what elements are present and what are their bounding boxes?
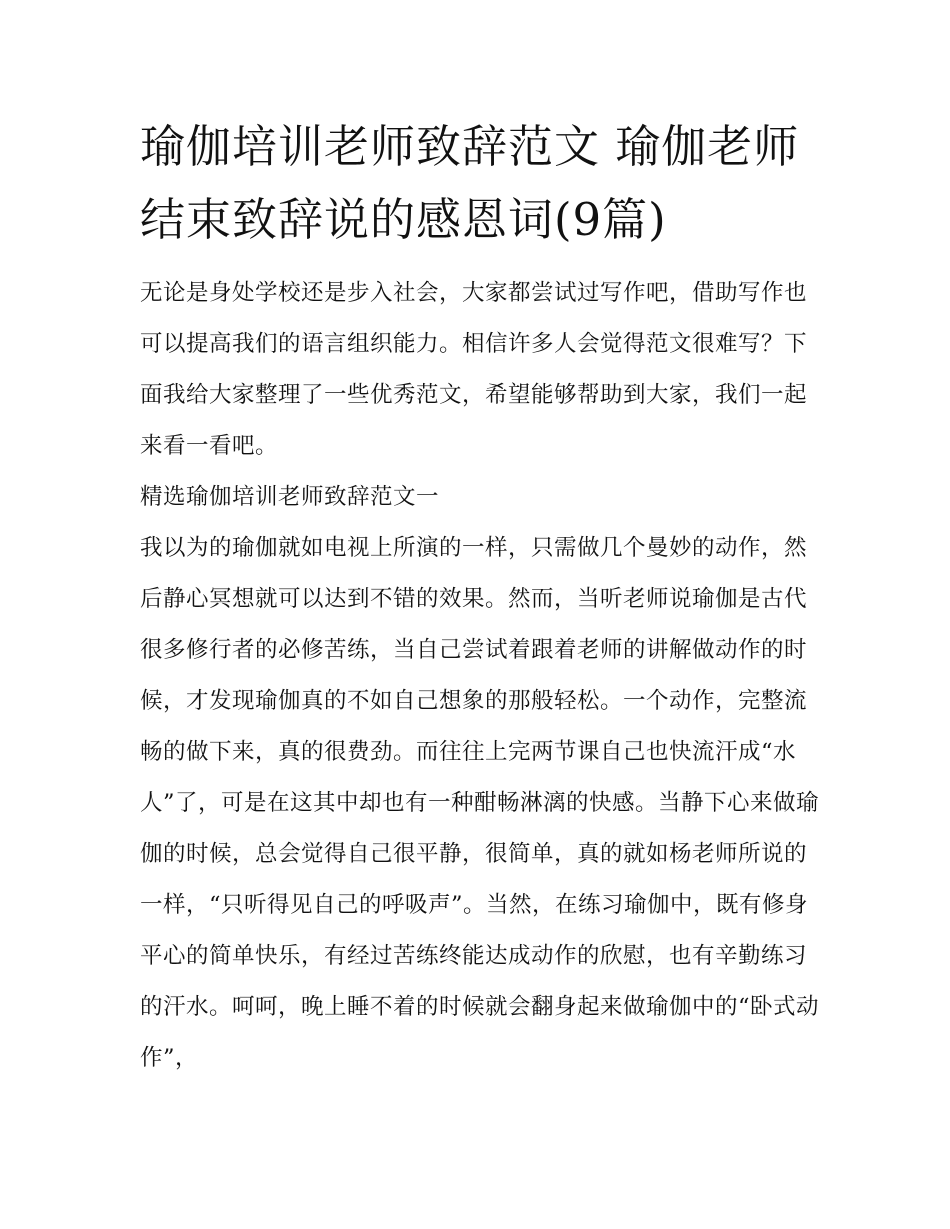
- document-title: 瑜伽培训老师致辞范文 瑜伽老师结束致辞说的感恩词(9篇): [140, 120, 800, 246]
- section-heading: 精选瑜伽培训老师致辞范文一: [140, 484, 440, 510]
- body-paragraph: 我以为的瑜伽就如电视上所演的一样，只需做几个曼妙的动作，然后静心冥想就可以达到不错的效果。然而，当听老师说瑜伽是古代很多修行者的必修苦练，当自己尝试着跟着老师的讲解做动作的时候，才发现瑜伽真的不如自己想象的那般轻松。一个动作，完整流畅的做下来，真的很费劲。而往往上完两节课自己也快流汗成“水人”了，可是在这其中却也有一种酣畅淋漓的快感。当静下心来做瑜伽的时候，总会觉得自己很平静，很简单，真的就如杨老师所说的一样，“只听得见自己的呼吸声”。当然，在练习瑜伽中，既有修身平心的简单快乐，有经过苦练终能达成动作的欣慰，也有辛勤练习的汗水。呵呵，晚上睡不着的时候就会翻身起来做瑜伽中的“卧式动作”，: [140, 535, 820, 1071]
- document-page: [140, 110, 820, 1084]
- intro-paragraph: 无论是身处学校还是步入社会，大家都尝试过写作吧，借助写作也可以提高我们的语言组织能力。相信许多人会觉得范文很难写？下面我给大家整理了一些优秀范文，希望能够帮助到大家，我们一起来看一看吧。: [140, 280, 808, 459]
